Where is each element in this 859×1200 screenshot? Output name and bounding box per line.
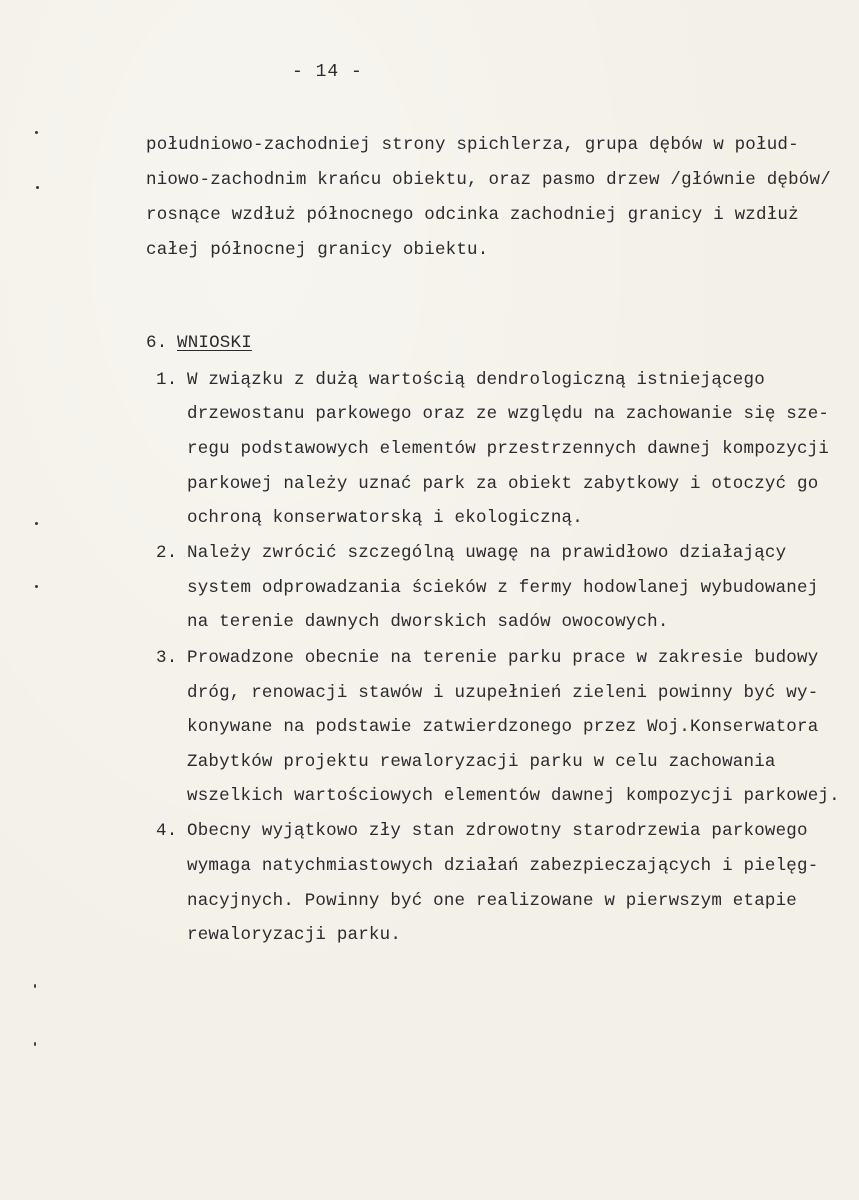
section-number: 6.	[146, 333, 168, 353]
scan-speck	[35, 131, 38, 134]
intro-line: rosnące wzdłuż północnego odcinka zachodniej granicy i wzdłuż	[146, 205, 799, 225]
item-line: na terenie dawnych dworskich sadów owocowych.	[187, 612, 669, 632]
item-number: 2.	[156, 543, 178, 563]
section-title: WNIOSKI	[177, 333, 252, 353]
scan-speck	[34, 984, 36, 988]
scan-speck	[34, 1042, 36, 1046]
item-line: system odprowadzania ścieków z fermy hodowlanej wybudowanej	[187, 578, 819, 598]
item-line: Należy zwrócić szczególną uwagę na prawidłowo działający	[187, 543, 787, 563]
scan-speck	[35, 522, 38, 525]
item-line: wszelkich wartościowych elementów dawnej kompozycji parkowej.	[187, 786, 840, 806]
item-line: regu podstawowych elementów przestrzennych dawnej kompozycji	[187, 439, 830, 459]
item-line: Zabytków projektu rewaloryzacji parku w celu zachowania	[187, 752, 776, 772]
scan-speck	[36, 186, 39, 189]
item-line: wymaga natychmiastowych działań zabezpieczających i pielęg-	[187, 856, 819, 876]
scan-speck	[35, 585, 38, 588]
intro-line: niowo-zachodnim krańcu obiektu, oraz pasmo drzew /głównie dębów/	[146, 170, 831, 190]
intro-line: całej północnej granicy obiektu.	[146, 240, 489, 260]
item-line: ochroną konserwatorską i ekologiczną.	[187, 508, 583, 528]
item-line: konywane na podstawie zatwierdzonego przez Woj.Konserwatora	[187, 717, 819, 737]
item-number: 3.	[156, 648, 178, 668]
item-line: rewaloryzacji parku.	[187, 925, 402, 945]
item-number: 4.	[156, 821, 178, 841]
item-line: parkowej należy uznać park za obiekt zabytkowy i otoczyć go	[187, 474, 819, 494]
item-line: W związku z dużą wartością dendrologiczną istniejącego	[187, 370, 765, 390]
page-number: - 14 -	[292, 62, 363, 82]
item-line: dróg, renowacji stawów i uzupełnień zieleni powinny być wy-	[187, 683, 819, 703]
intro-line: południowo-zachodniej strony spichlerza, grupa dębów w połud-	[146, 135, 799, 155]
item-line: drzewostanu parkowego oraz ze względu na zachowanie się sze-	[187, 404, 830, 424]
item-line: Prowadzone obecnie na terenie parku prace w zakresie budowy	[187, 648, 819, 668]
item-line: nacyjnych. Powinny być one realizowane w pierwszym etapie	[187, 891, 797, 911]
item-line: Obecny wyjątkowo zły stan zdrowotny starodrzewia parkowego	[187, 821, 808, 841]
item-number: 1.	[156, 370, 178, 390]
